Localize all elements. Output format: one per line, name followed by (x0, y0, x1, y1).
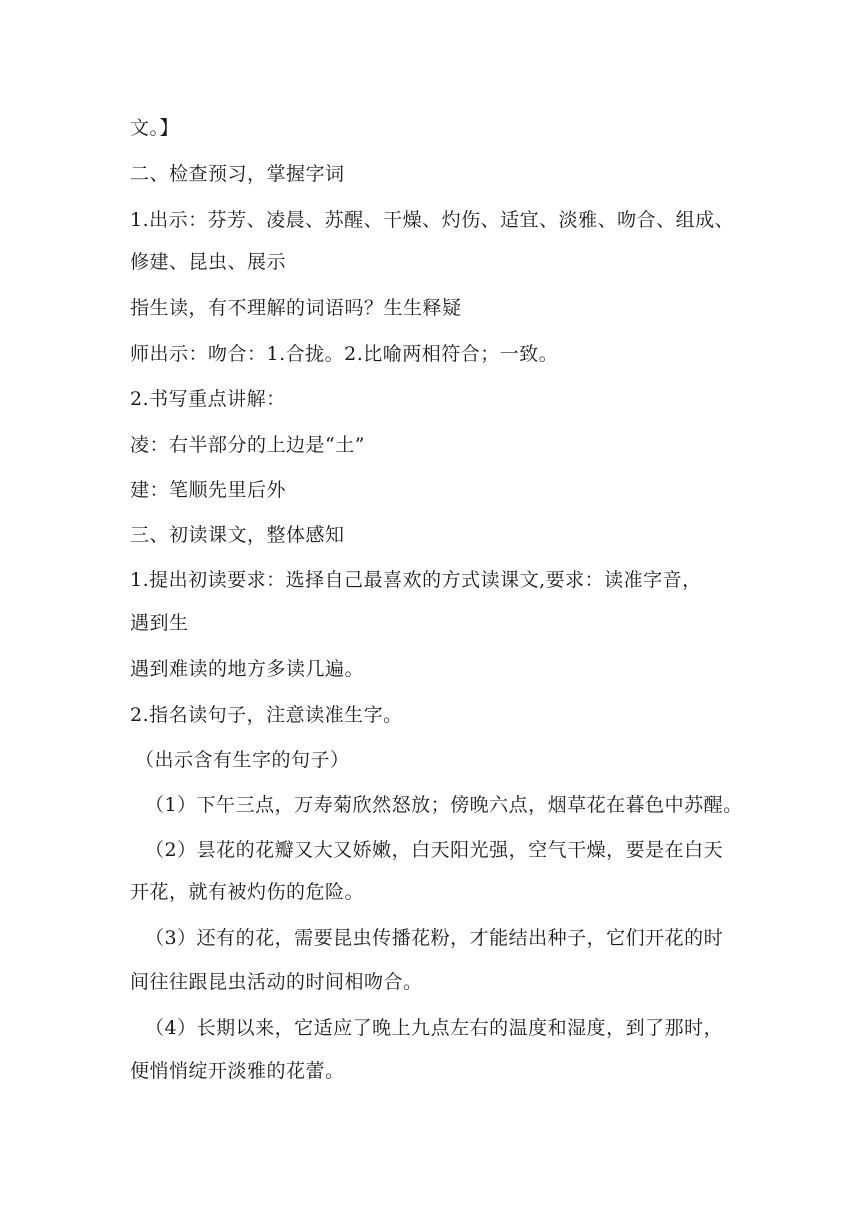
text-line: 凌：右半部分的上边是“土” (130, 434, 365, 456)
text-line: 建：笔顺先里后外 (130, 479, 287, 501)
example-sentence: （2）昙花的花瓣又大又娇嫩，白天阳光强，空气干燥，要是在白天 (145, 839, 724, 861)
section-heading: 三、初读课文，整体感知 (130, 524, 345, 546)
example-sentence: （4）长期以来，它适应了晚上九点左右的温度和湿度，到了那时， (145, 1017, 724, 1039)
text-line: 文。】 (130, 117, 180, 139)
section-heading: 二、检查预习，掌握字词 (130, 163, 345, 185)
text-line: （出示含有生字的句子） (135, 749, 350, 771)
text-line: 2.书写重点讲解： (130, 388, 286, 410)
text-line: 间往往跟昆虫活动的时间相吻合。 (130, 971, 423, 993)
text-line: 指生读，有不理解的词语吗？生生释疑 (130, 297, 462, 319)
example-sentence: （3）还有的花，需要昆虫传播花粉，才能结出种子，它们开花的时 (145, 927, 724, 949)
text-line: 遇到生 (130, 612, 189, 634)
text-line: 2.指名读句子，注意读准生字。 (130, 704, 403, 726)
text-line: 遇到难读的地方多读几遍。 (130, 658, 365, 680)
text-line: 便悄悄绽开淡雅的花蕾。 (130, 1060, 345, 1082)
example-sentence: （1）下午三点，万寿菊欣然怒放；傍晚六点，烟草花在暮色中苏醒。 (145, 794, 743, 816)
text-line: 开花，就有被灼伤的危险。 (130, 881, 365, 903)
text-line: 修建、昆虫、展示 (130, 251, 287, 273)
text-line: 1.提出初读要求：选择自己最喜欢的方式读课文,要求：读准字音， (130, 569, 702, 591)
text-line: 师出示：吻合：1.合拢。2.比喻两相符合；一致。 (130, 343, 559, 365)
text-line: 1.出示：芬芳、凌晨、苏醒、干燥、灼伤、适宜、淡雅、吻合、组成、 (130, 209, 735, 231)
